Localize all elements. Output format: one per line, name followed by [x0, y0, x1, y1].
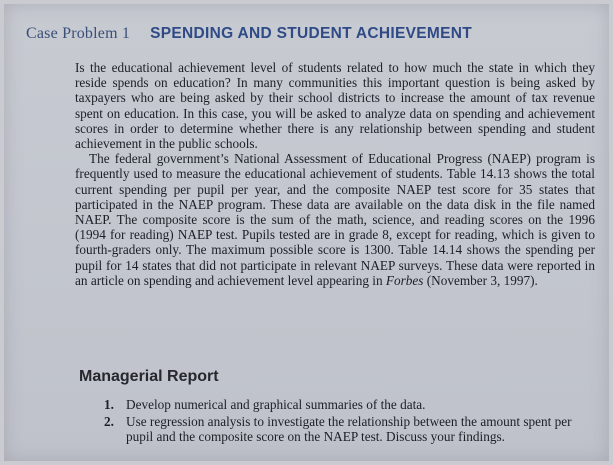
list-item — [104, 414, 596, 444]
managerial-report-heading: Managerial Report — [79, 368, 219, 385]
paragraph-naep-text: The federal government’s National Assessment of Educational Progress (NAEP) program is frequently used to measure the educational achievement of students. Table 14.13 shows the total current spending per pupil per year, and the composite NAEP test score for 35 states that participated in the NAEP program. These data are available on the data disk in the file named NAEP. The composite score is the sum of the math, science, and reading scores on the 1996 (1994 for reading) NAEP test. Pupils tested are in grade 8, except for reading, which is given to fourth-graders only. The maximum possible score is 1300. Table 14.14 shows the spending per pupil for 14 states that did not participate in relevant NAEP surveys. These data were reported in an article on spending and achievement level appearing in — [75, 151, 595, 288]
list-item-text: Use regression analysis to investigate the relationship between the amount spent per pupil and the composite score on the NAEP test. Discuss your findings. — [126, 414, 572, 445]
list-item — [104, 397, 596, 412]
case-body — [75, 60, 595, 288]
report-task-list — [104, 397, 596, 447]
textbook-page — [4, 4, 609, 461]
case-title: SPENDING AND STUDENT ACHIEVEMENT — [150, 25, 473, 42]
paragraph-intro: Is the educational achievement level of students related to how much the state in which they reside spends on education? In many communities this important question is being asked by taxpayers who are being asked by their school districts to increase the amount of tax revenue spent on education. In this case, you will be asked to analyze data on spending and achievement scores in order to determine whether there is any relationship between spending and student achievement in the public schools. — [75, 60, 595, 152]
source-publication: Forbes — [385, 272, 424, 288]
list-item-number: 2. — [104, 414, 114, 430]
list-item-number: 1. — [104, 397, 114, 412]
case-number: Case Problem 1 — [26, 25, 131, 42]
list-item-text: Develop numerical and graphical summaries of the data. — [126, 397, 426, 412]
paragraph-naep — [75, 151, 595, 288]
case-header — [26, 25, 472, 43]
source-date: (November 3, 1997). — [426, 272, 538, 288]
